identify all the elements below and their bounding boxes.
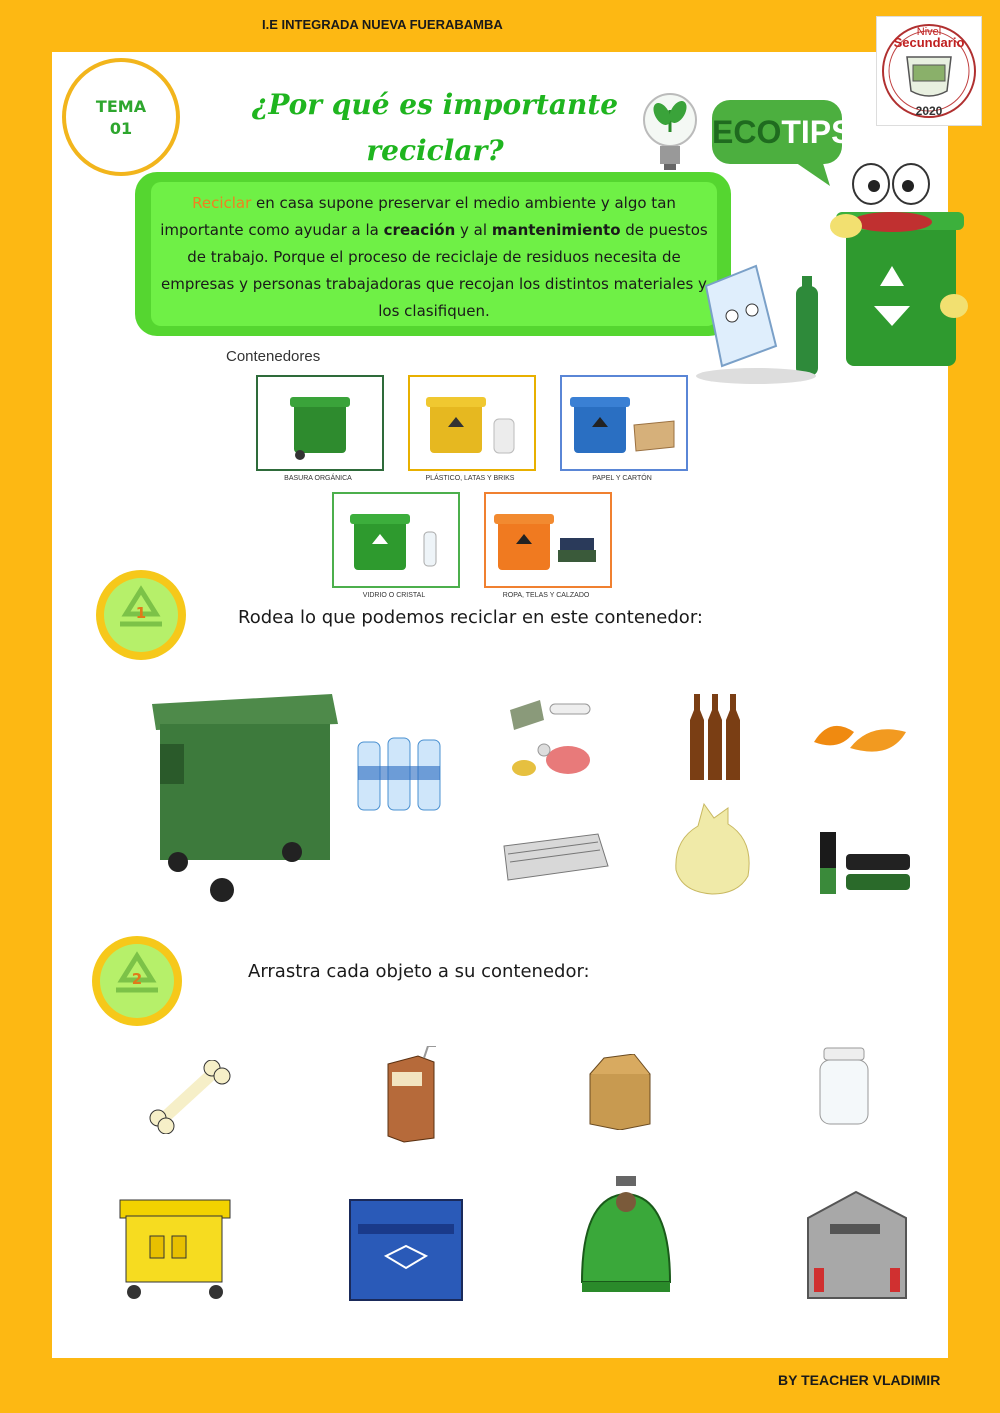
badge-level-name: Secundario <box>893 35 965 50</box>
topic-label: TEMA <box>95 97 147 116</box>
bin-clothes-icon <box>484 492 612 588</box>
info-bold-maintenance: mantenimiento <box>491 221 621 239</box>
school-name: I.E INTEGRADA NUEVA FUERABAMBA <box>262 17 503 32</box>
water-bottles-image[interactable] <box>352 730 448 818</box>
container-card-paper <box>560 375 692 482</box>
school-badge <box>876 16 982 126</box>
container-label-clothes: ROPA, TELAS Y CALZADO <box>502 592 590 599</box>
juice-carton-draggable[interactable] <box>384 1046 444 1148</box>
cardboard-box-draggable[interactable] <box>584 1054 656 1134</box>
blue-container-drop-target[interactable] <box>346 1196 466 1310</box>
bin-paper-icon <box>560 375 688 471</box>
gray-container-drop-target[interactable] <box>800 1188 912 1308</box>
newspapers-image[interactable] <box>498 826 612 892</box>
bin-plastic-icon <box>408 375 536 471</box>
containers-title: Contenedores <box>226 348 321 365</box>
info-text-part-1: en casa supone preservar el medio ambiente y algo tan importante como ayudar a la <box>160 194 676 239</box>
badge-year: 2020 <box>915 104 943 118</box>
ecotips-logo <box>712 100 853 164</box>
title-line-2: reciclar? <box>366 134 504 167</box>
ecotips-eco-text: ECO <box>712 114 782 150</box>
info-text <box>151 182 717 326</box>
container-label-organic: BASURA ORGÁNICA <box>284 475 352 482</box>
orange-peels-image[interactable] <box>810 712 910 766</box>
yellow-container-drop-target[interactable] <box>116 1192 234 1306</box>
step-2-instruction: Arrastra cada objeto a su contenedor: <box>248 961 590 982</box>
step-2-number: 2 <box>131 970 143 988</box>
batteries-image[interactable] <box>816 828 916 902</box>
info-keyword: Reciclar <box>192 194 252 212</box>
bin-character-illustration <box>696 156 976 390</box>
step-1-instruction: Rodea lo que podemos reciclar en este contenedor: <box>238 607 703 628</box>
container-card-clothes <box>484 492 616 599</box>
plastic-bag-image[interactable] <box>668 800 758 900</box>
topic-number: 01 <box>109 119 133 138</box>
green-igloo-container-drop-target[interactable] <box>576 1172 676 1300</box>
recycle-icon <box>104 578 178 652</box>
glass-jar-draggable[interactable] <box>816 1046 872 1132</box>
container-label-glass: VIDRIO O CRISTAL <box>362 592 426 599</box>
topic-circle <box>62 58 180 176</box>
info-text-part-2: y al <box>455 221 492 239</box>
glass-bottles-image[interactable] <box>686 690 746 788</box>
title-line-1: ¿Por qué es importante <box>251 88 619 121</box>
info-bold-creation: creación <box>383 221 456 239</box>
organic-waste-image[interactable] <box>500 690 600 790</box>
author-credit: BY TEACHER VLADIMIR <box>778 1372 941 1388</box>
lightbulb-icon <box>640 88 700 184</box>
ecotips-tips-text: TIPS <box>781 114 853 150</box>
info-text-part-3: de puestos de trabajo. Porque el proceso de reciclaje de residuos necesita de empresas y personas trabajadoras que recojan los distintos materiales y los clasifiquen. <box>161 221 708 320</box>
container-card-organic <box>256 375 388 482</box>
container-card-glass <box>332 492 464 599</box>
step-1-number: 1 <box>135 604 147 622</box>
bin-glass-icon <box>332 492 460 588</box>
badge-level-label: Nivel <box>916 26 942 38</box>
step-2-badge <box>92 936 182 1026</box>
recycle-icon <box>100 944 174 1018</box>
info-box <box>135 172 731 336</box>
bone-draggable[interactable] <box>146 1060 232 1138</box>
container-card-plastic <box>408 375 540 482</box>
container-label-paper: PAPEL Y CARTÓN <box>592 475 652 482</box>
container-label-plastic: PLÁSTICO, LATAS Y BRIKS <box>425 475 515 482</box>
page-title <box>250 82 620 174</box>
large-green-bin-image <box>142 684 342 912</box>
bin-organic-icon <box>256 375 384 471</box>
step-1-badge <box>96 570 186 660</box>
